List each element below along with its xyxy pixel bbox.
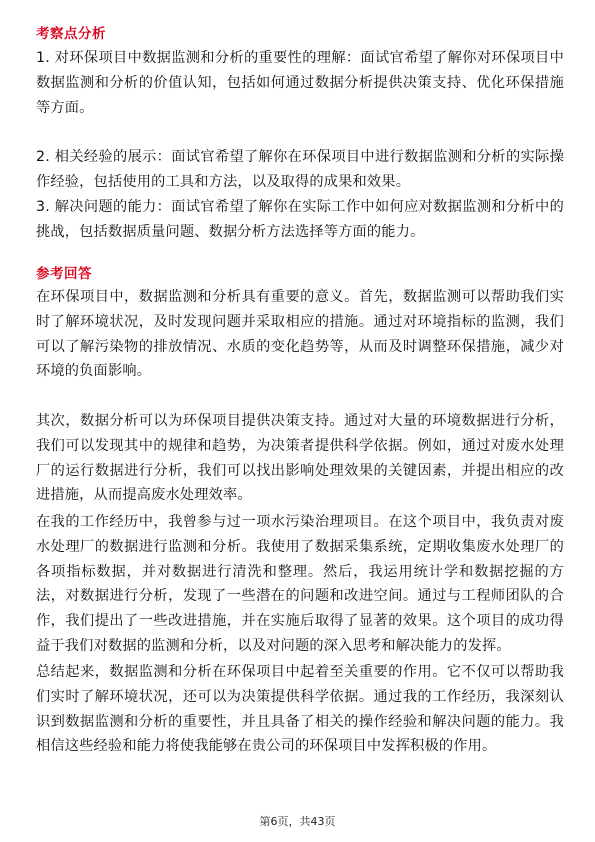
analysis-item-1: 1. 对环保项目中数据监测和分析的重要性的理解：面试官希望了解你对环保项目中数据监测和分析的价值认知，包括如何通过数据分析提供决策支持、优化环保措施等方面。	[36, 50, 564, 116]
section-heading-analysis: 考察点分析	[36, 26, 106, 42]
answer-paragraph-3: 在我的工作经历中，我曾参与过一项水污染治理项目。在这个项目中，我负责对废水处理厂的数据进行监测和分析。我使用了数据采集系统，定期收集废水处理厂的各项指标数据，并对数据进行清洗和整理。然后，我运用统计学和数据挖掘的方法，对数据进行分析，发现了一些潜在的问题和改进空间。通过与工程师团队的合作，我们提出了一些改进措施，并在实施后取得了显著的效果。这个项目的成功得益于我们对数据的监测和分析，以及对问题的深入思考和解决能力的发挥。	[36, 514, 564, 654]
answer-paragraph-1: 在环保项目中，数据监测和分析具有重要的意义。首先，数据监测可以帮助我们实时了解环境状况，及时发现问题并采取相应的措施。通过对环境指标的监测，我们可以了解污染物的排放情况、水质的变化趋势等，从而及时调整环保措施，减少对环境的负面影响。	[36, 289, 564, 380]
analysis-item-2: 2. 相关经验的展示：面试官希望了解你在环保项目中进行数据监测和分析的实际操作经验，包括使用的工具和方法，以及取得的成果和效果。	[36, 149, 564, 190]
analysis-item-3: 3. 解决问题的能力：面试官希望了解你在实际工作中如何应对数据监测和分析中的挑战，包括数据质量问题、数据分析方法选择等方面的能力。	[36, 199, 564, 240]
page-number: 第6页，共43页	[259, 815, 336, 828]
answer-paragraph-4: 总结起来，数据监测和分析在环保项目中起着至关重要的作用。它不仅可以帮助我们实时了解环境状况，还可以为决策提供科学依据。通过我的工作经历，我深刻认识到数据监测和分析的重要性，并且具备了相关的操作经验和解决问题的能力。我相信这些经验和能力将使我能够在贵公司的环保项目中发挥积极的作用。	[36, 664, 564, 755]
answer-paragraph-2: 其次，数据分析可以为环保项目提供决策支持。通过对大量的环境数据进行分析，我们可以发现其中的规律和趋势，为决策者提供科学依据。例如，通过对废水处理厂的运行数据进行分析，我们可以找出影响处理效果的关键因素，并提出相应的改进措施，从而提高废水处理效率。	[36, 413, 564, 504]
section-heading-reference-answer: 参考回答	[36, 266, 92, 282]
